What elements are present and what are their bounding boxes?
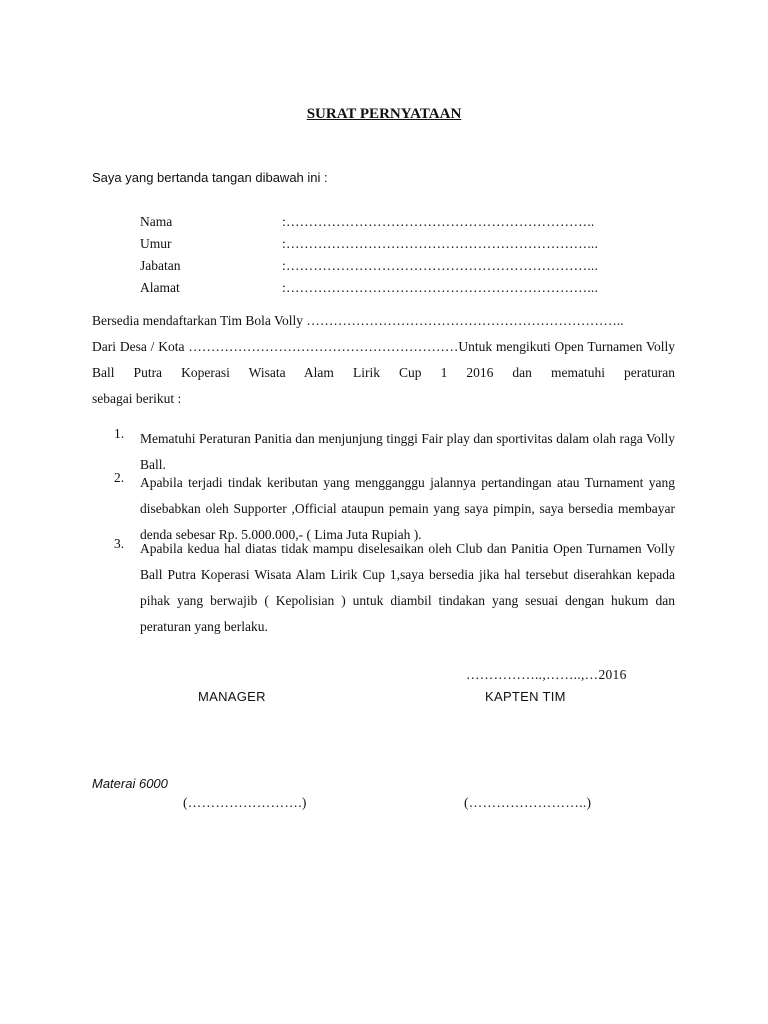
list-text: Mematuhi Peraturan Panitia dan menjunjung tinggi Fair play dan sportivitas dalam olah raga Volly Ball. [140,431,675,472]
field-dots: :………………………………………………………….. [282,214,595,229]
origin-text-end: sebagai berikut : [92,391,182,406]
field-label: Jabatan [140,258,181,273]
field-dots: :…………………………………………………………... [282,236,599,251]
register-line: Bersedia mendaftarkan Tim Bola Volly …………………………………………………………….. [92,313,624,328]
list-number: 2. [114,470,125,485]
document-title: SURAT PERNYATAAN [306,106,462,122]
list-number: 1. [114,426,125,441]
field-label: Nama [140,214,173,229]
list-text: Apabila terjadi tindak keributan yang mengganggu jalannya pertandingan atau Turnament yang disebabkan oleh Supporter ,Official ataupun pemain yang saya pimpin, saya bersedia membayar denda sebesar Rp. 5.000.000,- ( Lima Juta Rupiah ). [140,475,675,542]
stamp-note: Materai 6000 [92,776,168,791]
captain-label: KAPTEN TIM [485,689,566,704]
intro-text: Saya yang bertanda tangan dibawah ini : [92,170,328,185]
date-line: ……………..,……..,…2016 [466,667,627,682]
field-label: Umur [140,236,172,251]
list-text: Apabila kedua hal diatas tidak mampu diselesaikan oleh Club dan Panitia Open Turnamen Volly Ball Putra Koperasi Wisata Alam Lirik Cup 1,saya bersedia jika hal tersebut diserahkan kepada pihak yang berwajib ( Kepolisian ) untuk diambil tindakan yang sesuai dengan hukum dan peraturan yang berlaku. [140,541,675,634]
list-number: 3. [114,536,125,551]
captain-signature-line: (……………………..) [464,795,592,810]
manager-label: MANAGER [198,689,266,704]
field-dots: :…………………………………………………………... [282,280,599,295]
manager-signature-line: (…………………….) [183,795,307,810]
field-label: Alamat [140,280,180,295]
origin-text: Dari Desa / Kota ……………………………………………………Untuk mengikuti Open Turnamen Volly Ball Putra Koperasi Wisata Alam Lirik Cup 1 2016 dan mematuhi peraturan [92,339,675,380]
origin-paragraph [92,334,675,412]
field-dots: :…………………………………………………………... [282,258,599,273]
